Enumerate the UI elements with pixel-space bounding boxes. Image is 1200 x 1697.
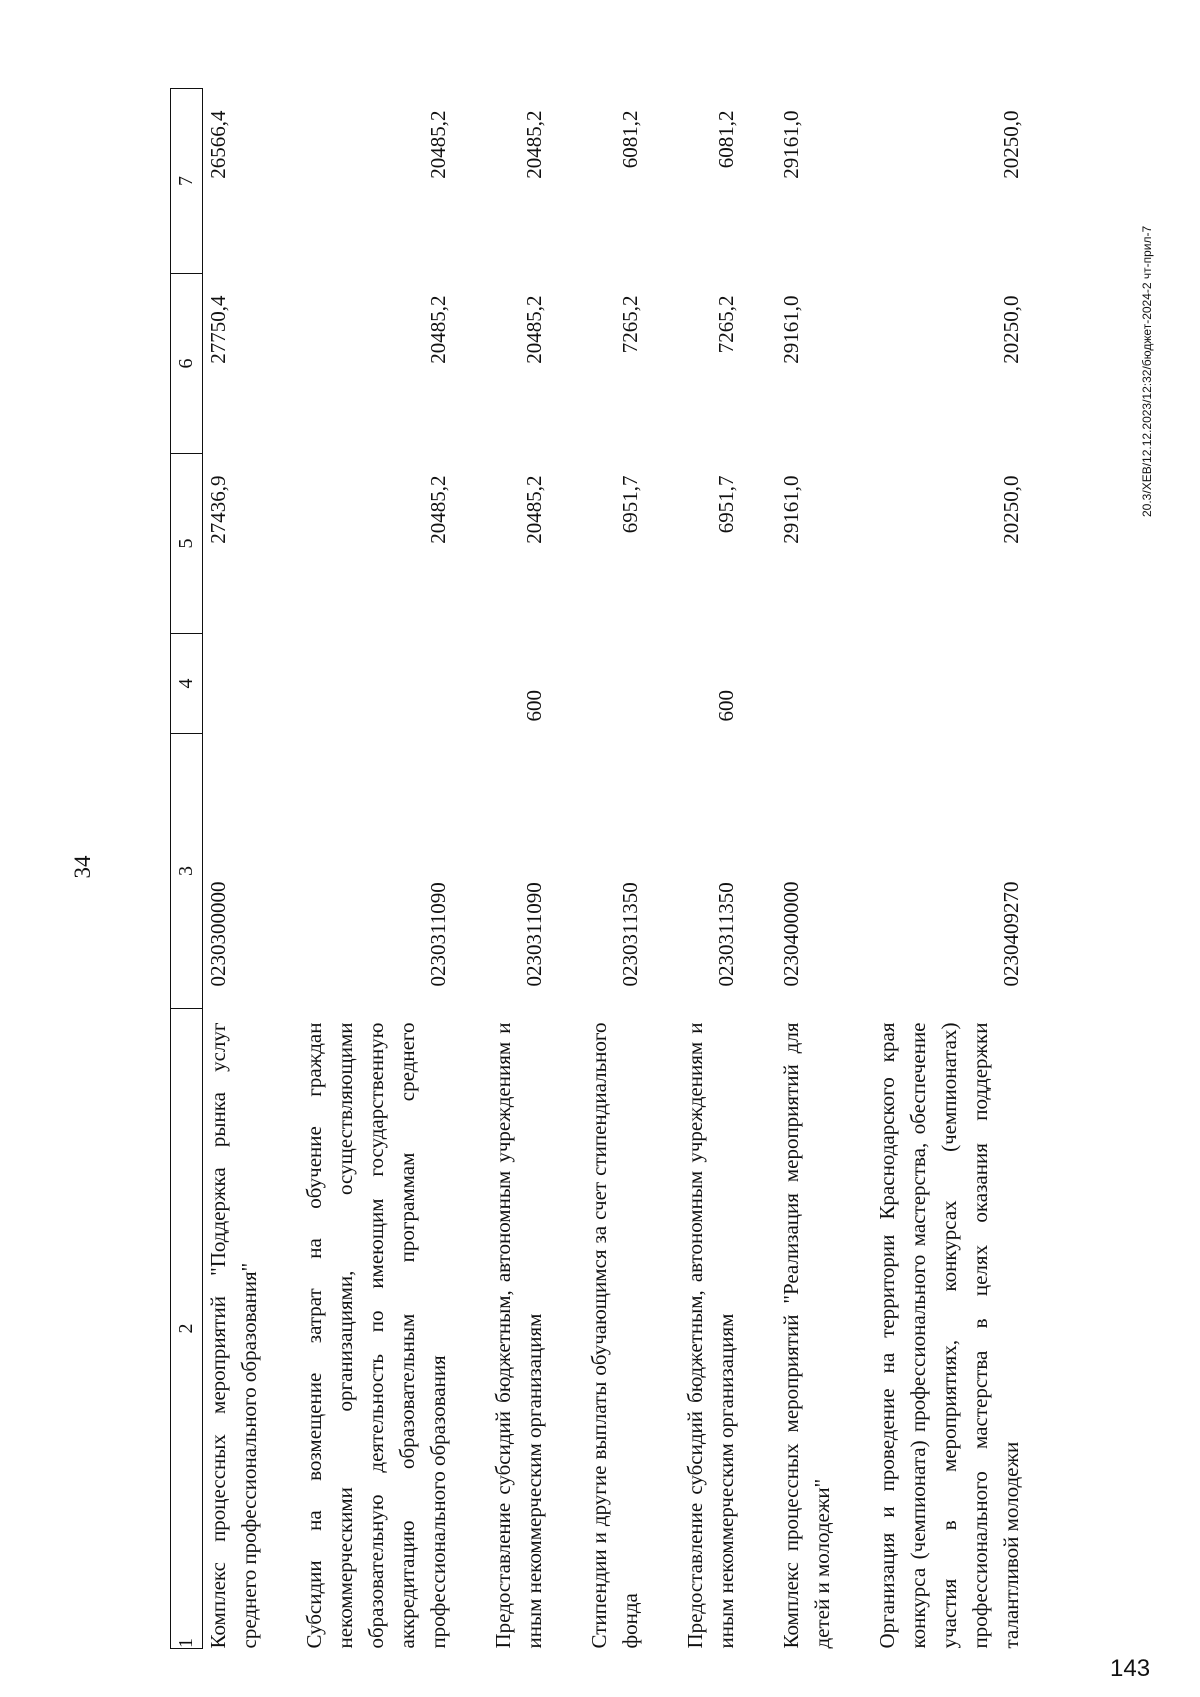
row-expense-type xyxy=(872,634,1061,734)
page-number: 34 xyxy=(70,855,95,879)
row-code: 0230311350 xyxy=(618,882,642,987)
row-value-col6: 7265,2 xyxy=(714,295,738,354)
row-value-col6: 7265,2 xyxy=(618,295,642,354)
row-name: Предоставление субсидий бюджетным, автономным учреждениям и иным некоммерческим организациям xyxy=(683,1022,738,1649)
row-value-col6: 29161,0 xyxy=(779,295,803,364)
row-value-col5: 29161,0 xyxy=(779,475,803,544)
row-value-col5: 20485,2 xyxy=(522,475,546,544)
row-value-col7: 20250,0 xyxy=(999,110,1023,179)
table-row xyxy=(776,89,872,1649)
row-expense-type xyxy=(776,634,872,734)
table-row xyxy=(872,89,1061,1649)
table-header-row: 1 2 3 4 5 6 7 xyxy=(171,89,203,1649)
header-col-2: 2 xyxy=(171,1009,203,1649)
row-value-col5: 6951,7 xyxy=(714,475,738,534)
row-value-col7: 26566,4 xyxy=(206,110,230,179)
header-col-6: 6 xyxy=(171,274,203,454)
row-name: Комплекс процессных мероприятий "Поддержка рынка услуг среднего профессионального образования" xyxy=(206,1022,261,1649)
side-page-number: 143 xyxy=(1110,1655,1151,1682)
row-value-col7: 6081,2 xyxy=(618,110,642,169)
row-value-col5: 27436,9 xyxy=(206,475,230,544)
row-name: Организация и проведение на территории Краснодарского края конкурса (чемпионата) профессионального мастерства, обеспечение участия в мероприятиях, конкурсах (чемпионатах) профессионального мастерства в целях оказания поддержки талантливой молодежи xyxy=(875,1022,1023,1649)
row-name: Субсидии на возмещение затрат на обучение граждан некоммерческими организациями, осуществляющими образовательную деятельность по имеющим государственную аккредитацию образовательным программам среднего профессионального образования xyxy=(302,1022,450,1649)
row-expense-type xyxy=(299,634,488,734)
table-row xyxy=(680,89,776,1649)
row-expense-type: 600 xyxy=(714,690,738,722)
row-value-col5: 20485,2 xyxy=(426,475,450,544)
header-col-4: 4 xyxy=(171,634,203,734)
row-code: 0230409270 xyxy=(999,881,1023,987)
row-value-col6: 20250,0 xyxy=(999,295,1023,364)
row-expense-type: 600 xyxy=(522,690,546,722)
row-name: Комплекс процессных мероприятий "Реализация мероприятий для детей и молодежи" xyxy=(779,1022,834,1649)
row-code: 0230311090 xyxy=(426,882,450,987)
row-expense-type xyxy=(203,634,300,734)
row-expense-type xyxy=(584,634,680,734)
footer-code: 20.3/XEB/12.12.2023/12:32/бюджет-2024-2 чт-прил-7 xyxy=(1140,225,1154,517)
row-value-col7: 29161,0 xyxy=(779,110,803,179)
table-row xyxy=(203,89,300,1649)
row-value-col7: 6081,2 xyxy=(714,110,738,169)
header-col-5: 5 xyxy=(171,454,203,634)
table-row xyxy=(488,89,584,1649)
table-row xyxy=(584,89,680,1649)
table-row xyxy=(299,89,488,1649)
row-code: 0230311090 xyxy=(522,882,546,987)
row-value-col7: 20485,2 xyxy=(522,110,546,179)
row-value-col7: 20485,2 xyxy=(426,110,450,179)
row-code: 0230300000 xyxy=(206,881,230,987)
row-value-col5: 6951,7 xyxy=(618,475,642,534)
header-col-3: 3 xyxy=(171,734,203,1009)
row-name: Предоставление субсидий бюджетным, автономным учреждениям и иным некоммерческим организациям xyxy=(491,1022,546,1649)
row-code: 0230400000 xyxy=(779,881,803,987)
row-value-col6: 20485,2 xyxy=(522,295,546,364)
row-value-col6: 20485,2 xyxy=(426,295,450,364)
row-code: 0230311350 xyxy=(714,882,738,987)
row-value-col6: 27750,4 xyxy=(206,295,230,364)
row-name: Стипендии и другие выплаты обучающимся за счет стипендиального фонда xyxy=(587,1022,642,1649)
header-col-7: 7 xyxy=(171,89,203,274)
budget-table xyxy=(170,88,1061,1649)
row-value-col5: 20250,0 xyxy=(999,475,1023,544)
